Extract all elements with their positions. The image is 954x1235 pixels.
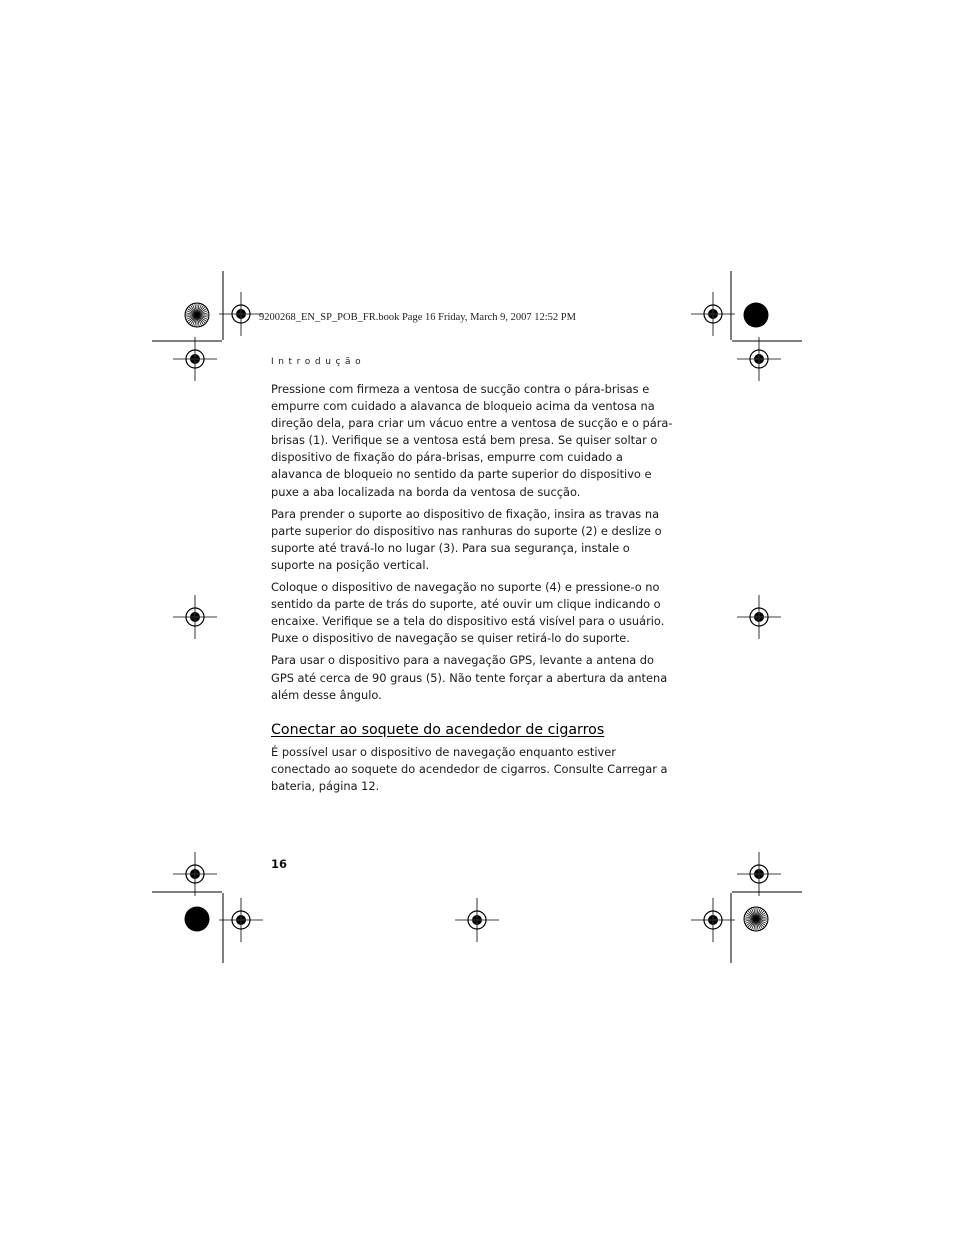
paragraph-holder-attach: Para prender o suporte ao dispositivo de fixação, insira as travas na parte superior do dispositivo nas ranhuras do suporte (2) e deslize o suporte até travá-lo no lugar (3). Para sua segurança, instale o suporte na posição vertical. — [271, 506, 662, 572]
section-body: É possível usar o dispositivo de navegação enquanto estiver conectado ao soquete do acendedor de cigarros. Consulte Carregar a bateria, página 12. — [271, 744, 668, 793]
page-number: 16 — [271, 857, 288, 871]
paragraph-gps-antenna: Para usar o dispositivo para a navegação GPS, levante a antena do GPS até cerca de 90 graus (5). Não tente forçar a abertura da antena além desse ângulo. — [271, 653, 668, 702]
page-body — [271, 381, 673, 800]
section-heading: Conectar ao soquete do acendedor de cigarros — [271, 721, 605, 738]
print-slug: 9200268_EN_SP_POB_FR.book Page 16 Friday, March 9, 2007 12:52 PM — [259, 312, 576, 323]
paragraph-device-insert: Coloque o dispositivo de navegação no suporte (4) e pressione-o no sentido da parte de trás do suporte, até ouvir um clique indicando o encaixe. Verifique se a tela do dispositivo está visível para o usuário. Puxe o dispositivo de navegação se quiser retirá-lo do suporte. — [271, 580, 665, 646]
running-head: Introdução — [271, 357, 366, 367]
paragraph-suction-cup: Pressione com firmeza a ventosa de sucção contra o pára-brisas e empurre com cuidado a alavanca de bloqueio acima da ventosa na direção dela, para criar um vácuo entre a ventosa de sucção e o pára-brisas (1). Verifique se a ventosa está bem presa. Se quiser soltar o dispositivo de fixação do pára-brisas, empurre com cuidado a alavanca de bloqueio no sentido da parte superior do dispositivo e puxe a aba localizada na borda da ventosa de sucção. — [271, 382, 673, 499]
